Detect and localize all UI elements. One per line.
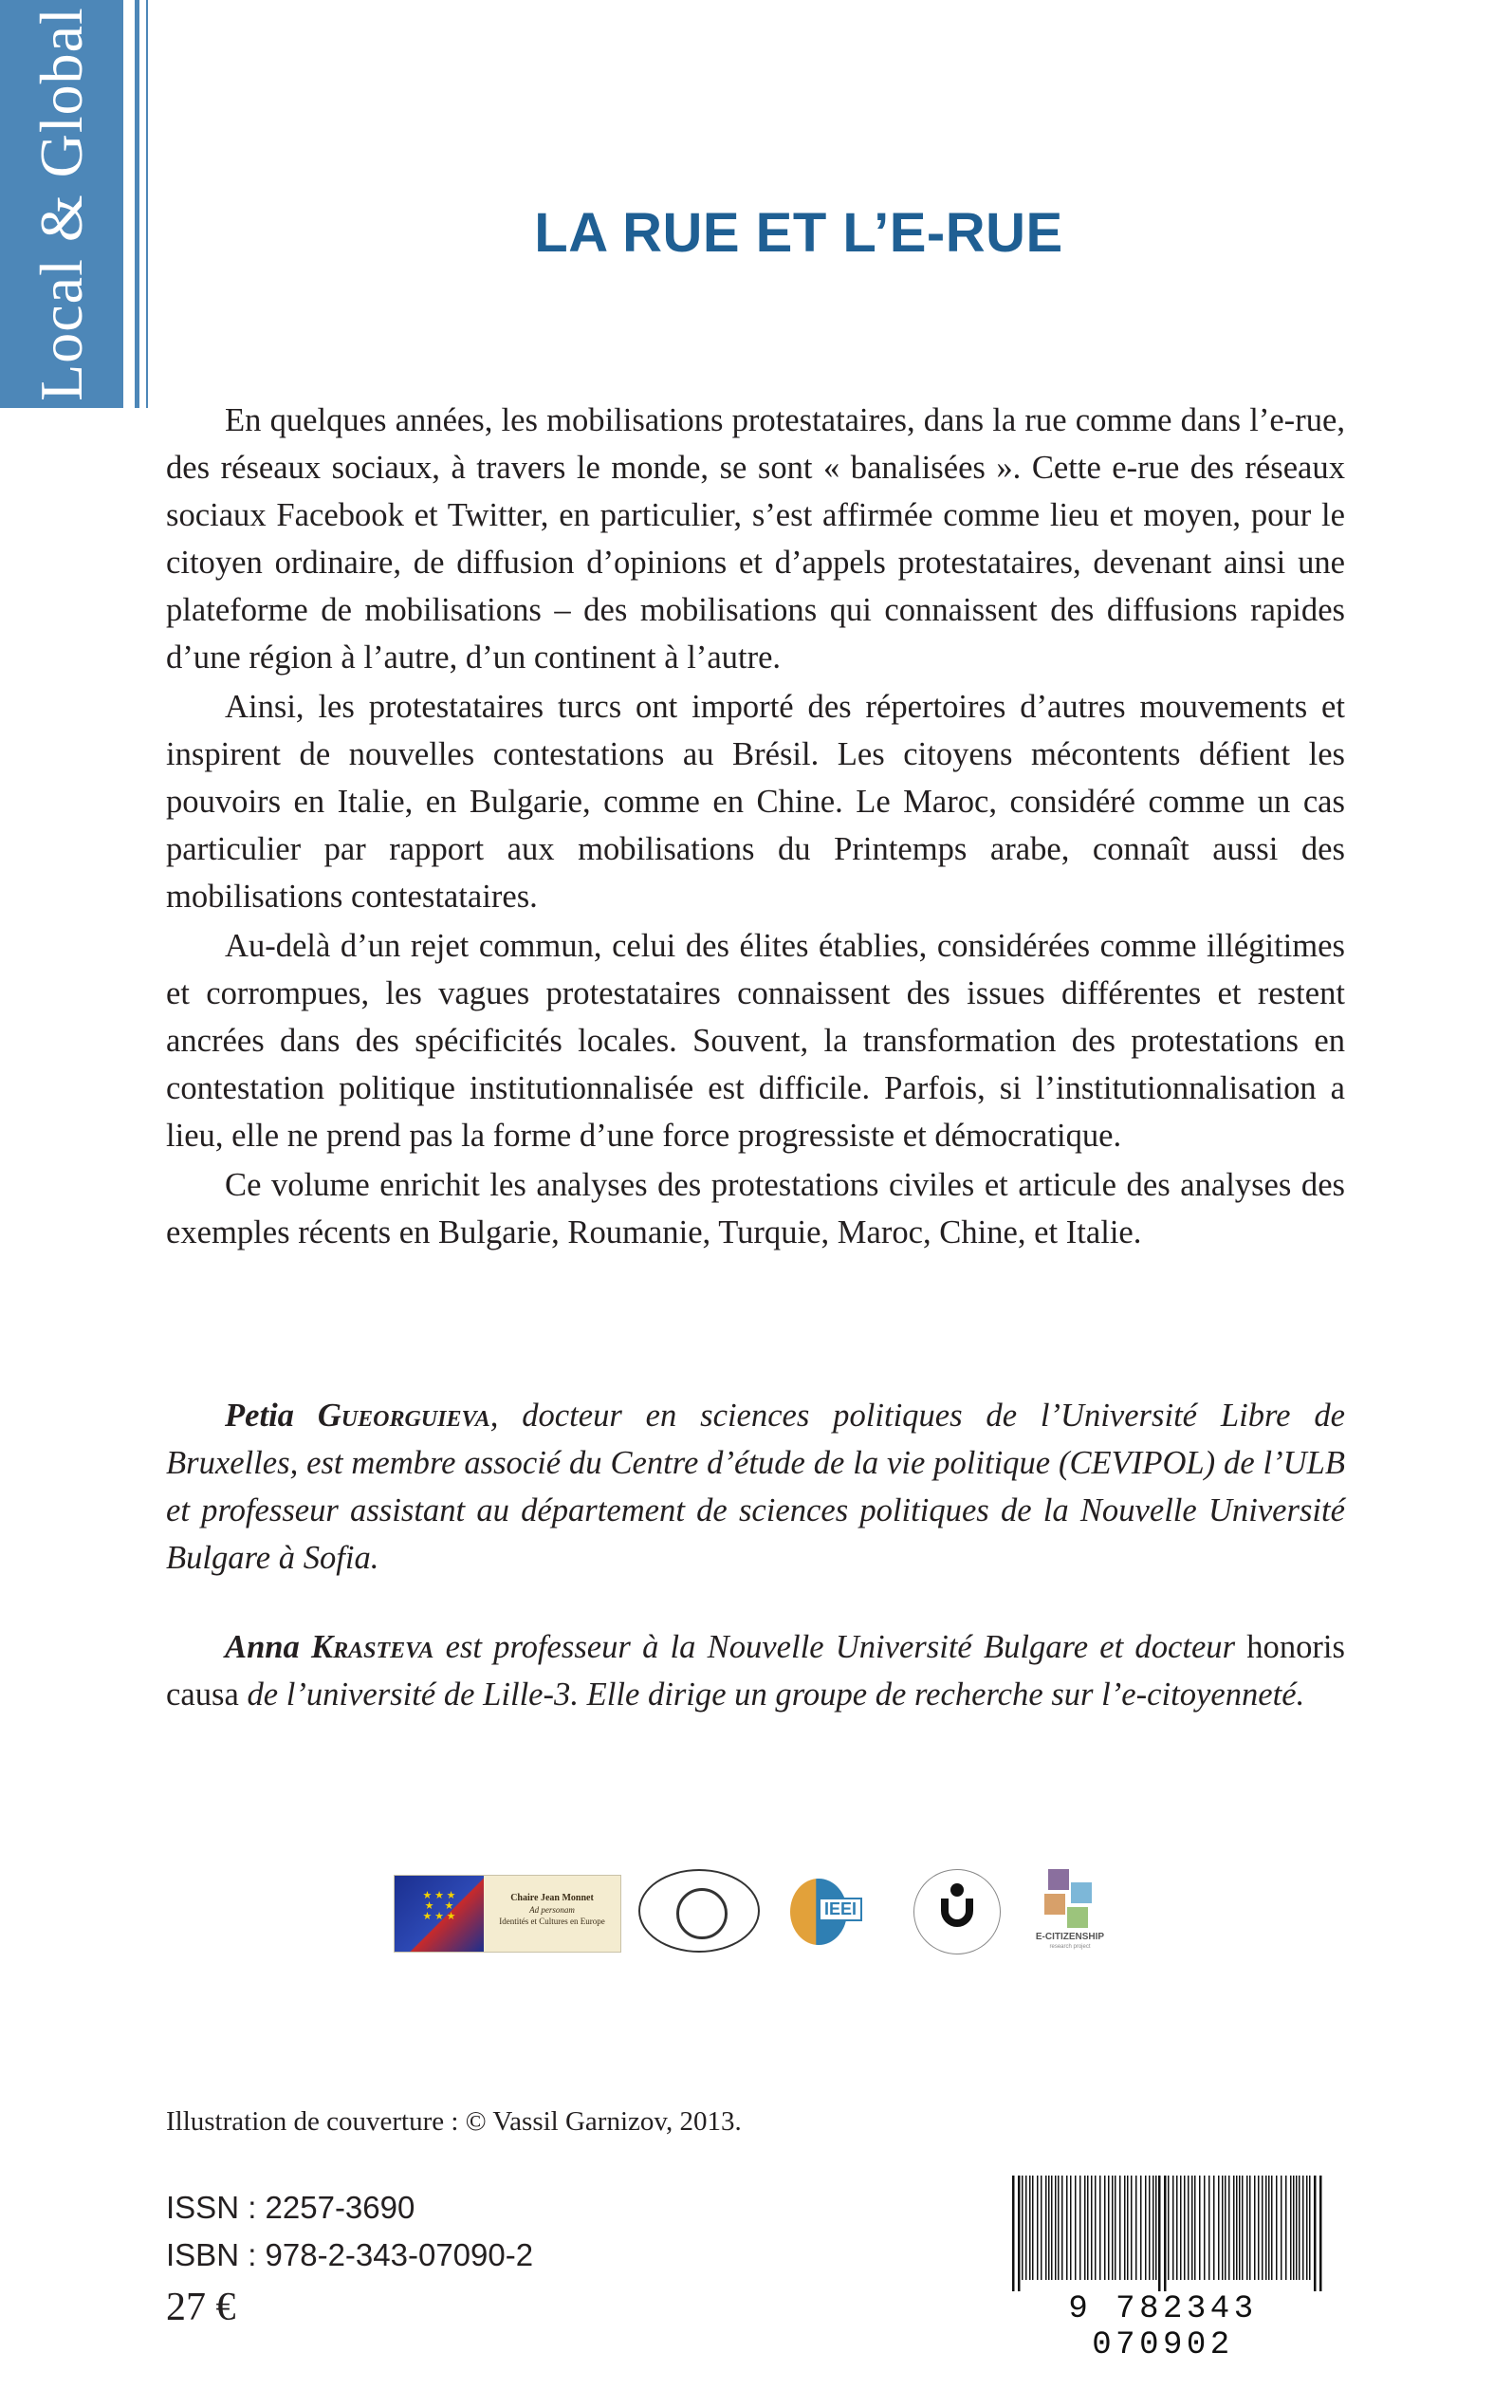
barcode-bar [1236, 2176, 1238, 2280]
barcode-bar [1115, 2176, 1116, 2280]
barcode-bar [1302, 2176, 1304, 2280]
barcode-bar [1029, 2176, 1031, 2280]
seal-logo [638, 1869, 760, 1953]
barcode-bar [1164, 2176, 1167, 2291]
barcode-bar [1079, 2176, 1081, 2280]
barcode-bar [1149, 2176, 1151, 2280]
blurb-paragraph: Au-delà d’un rejet commun, celui des élites établies, considérées comme illégitimes et corrompues, les vagues protestataires connaissent des issues différentes et restent ancrées dans des spécificités locales. Souvent, la transformation des protestations en contestation politique institutionnalisée est difficile. Parfois, si l’institutionnalisation a lieu, elle ne prend pas la forme d’une force progressiste et démocratique. [166, 928, 1345, 1154]
barcode-bar [1091, 2176, 1093, 2280]
barcode-bar [1293, 2176, 1295, 2280]
barcode-bar [1099, 2176, 1101, 2280]
barcode-bar [1265, 2176, 1267, 2280]
author-bios [166, 1392, 1345, 1760]
barcode-bar [1037, 2176, 1039, 2280]
barcode-bar [1045, 2176, 1047, 2280]
barcode-bar [1051, 2176, 1053, 2280]
isbn: ISBN : 978-2-343-07090-2 [166, 2237, 534, 2272]
barcode-bar [1290, 2176, 1292, 2280]
barcode-bar [1233, 2176, 1235, 2280]
barcode-bar [1285, 2176, 1287, 2280]
e-citizenship-sub: research project [1049, 1944, 1091, 1950]
new-bulgarian-university-logo [913, 1869, 1001, 1954]
author-bio-upright: honoris causa [166, 1629, 1345, 1713]
barcode-bar [1084, 2176, 1086, 2280]
barcode-bar [1124, 2176, 1126, 2280]
barcode-bar [1184, 2176, 1186, 2280]
barcode-bar [1075, 2176, 1077, 2280]
barcode-bar [1213, 2176, 1215, 2280]
eu-flag-icon: ★ ★ ★ ★ ★ ★ ★ ★ [395, 1876, 484, 1952]
barcode-bar [1104, 2176, 1106, 2280]
barcode-bar [1119, 2176, 1121, 2280]
barcode-bar [1087, 2176, 1089, 2280]
barcode-bar [1204, 2176, 1206, 2280]
barcode-bar [1262, 2176, 1263, 2280]
barcode-bar [1108, 2176, 1110, 2280]
barcode-bar [1058, 2176, 1060, 2280]
barcode-bar [1018, 2176, 1021, 2291]
barcode-bar [1155, 2176, 1157, 2280]
ieei-logo [790, 1871, 864, 1953]
blurb-paragraph: Ce volume enrichit les analyses des protestations civiles et articule des analyses des exemples récents en Bulgarie, Roumanie, Turquie, Maroc, Chine, et Italie. [166, 1167, 1345, 1250]
barcode-bar [1306, 2176, 1308, 2280]
barcode-bar [1208, 2176, 1210, 2280]
author-first-name: Anna [225, 1629, 300, 1665]
barcode-bar [1012, 2176, 1015, 2291]
book-title: LA RUE ET L’E-RUE [534, 202, 1063, 264]
barcode-bar [1095, 2176, 1097, 2280]
barcode-bar [1041, 2176, 1042, 2280]
series-label: Local & Global [28, 7, 95, 401]
barcode-bar [1158, 2176, 1161, 2291]
barcode-bar [1066, 2176, 1068, 2280]
barcode-bar [1246, 2176, 1248, 2280]
cover-credit: Illustration de couverture : © Vassil Garnizov, 2013. [166, 2106, 742, 2137]
barcode-bar [1032, 2176, 1034, 2280]
barcode-bar [1055, 2176, 1057, 2280]
barcode [993, 2176, 1333, 2363]
author-last-name: Gueorguieva [317, 1398, 490, 1434]
jean-monnet-title: Chaire Jean Monnet [510, 1893, 594, 1903]
jean-monnet-subtitle: Ad personam [529, 1905, 575, 1915]
author-bio-text: , docteur en sciences politiques de l’Université Libre de Bruxelles, est membre associé du Centre d’étude de la vie politique (CEVIPOL) de l’ULB et professeur assistant au département de sciences politiques de la Nouvelle Université Bulgare à Sofia. [166, 1398, 1345, 1576]
barcode-bar [1239, 2176, 1241, 2280]
barcode-bar [1222, 2176, 1224, 2280]
barcode-bar [1299, 2176, 1300, 2280]
jean-monnet-caption: Identités et Cultures en Europe [499, 1917, 605, 1926]
price: 27 € [166, 2286, 236, 2329]
author-bio-text: de l’université de Lille-3. Elle dirige un groupe de recherche sur l’e-citoyenneté. [238, 1676, 1305, 1713]
barcode-bar [1218, 2176, 1220, 2280]
jean-monnet-logo [394, 1875, 621, 1953]
barcode-bar [1271, 2176, 1273, 2280]
barcode-bar [1061, 2176, 1063, 2280]
barcode-bar [1188, 2176, 1189, 2280]
e-citizenship-label: E-CITIZENSHIP [1035, 1932, 1105, 1942]
barcode-bar [1022, 2176, 1023, 2280]
e-citizenship-logo [1027, 1869, 1113, 1954]
author-last-name: Krasteva [311, 1629, 434, 1665]
barcode-bar [1309, 2176, 1311, 2280]
barcode-bar [1249, 2176, 1251, 2280]
blurb-paragraph: En quelques années, les mobilisations protestataires, dans la rue comme dans l’e-rue, des réseaux sociaux, à travers le monde, se sont « banalisées ». Cette e-rue des réseaux sociaux Facebook et Twitter, en particulier, s’est affirmée comme lieu et moyen, pour le citoyen ordinaire, de diffusion d’opinions et d’appels protestataires, devenant ainsi une plateforme de mobilisations – des mobilisations qui connaissent des diffusions rapides d’une région à l’autre, d’un continent à l’autre. [166, 402, 1345, 676]
author-bio [166, 1392, 1345, 1582]
barcode-bar [1172, 2176, 1174, 2280]
barcode-bar [1268, 2176, 1270, 2280]
partner-logos [394, 1869, 1115, 1954]
barcode-bar [1131, 2176, 1133, 2280]
blurb [166, 397, 1345, 1258]
barcode-bar [1276, 2176, 1278, 2280]
author-bio-text: est professeur à la Nouvelle Université Bulgare et docteur [433, 1629, 1247, 1665]
barcode-bar [1194, 2176, 1196, 2280]
barcode-bar [1254, 2176, 1256, 2280]
barcode-bar [1127, 2176, 1129, 2280]
barcode-bar [1140, 2176, 1142, 2280]
author-bio [166, 1623, 1345, 1718]
barcode-bar [1228, 2176, 1230, 2280]
barcode-bar [1025, 2176, 1027, 2280]
barcode-bar [1199, 2176, 1201, 2280]
barcode-bar [1145, 2176, 1147, 2280]
barcode-bar [1152, 2176, 1154, 2280]
barcode-bar [1225, 2176, 1226, 2280]
barcode-bar [1281, 2176, 1282, 2280]
barcode-bar [1180, 2176, 1182, 2280]
author-first-name: Petia [225, 1398, 294, 1434]
blurb-paragraph: Ainsi, les protestataires turcs ont importé des répertoires d’autres mouvements et inspirent de nouvelles contestations au Brésil. Les citoyens mécontents défient les pouvoirs en Italie, en Bulgarie, comme en Chine. Le Maroc, considéré comme un cas particulier par rapport aux mobilisations du Printemps arabe, connaît aussi des mobilisations contestataires. [166, 689, 1345, 915]
barcode-bar [1135, 2176, 1137, 2280]
issn: ISSN : 2257-3690 [166, 2190, 415, 2225]
barcode-bar [1191, 2176, 1193, 2280]
owl-emblem-icon [676, 1888, 728, 1939]
barcode-bar [1176, 2176, 1178, 2280]
barcode-bar [1168, 2176, 1170, 2280]
barcode-bar [1319, 2176, 1322, 2291]
ieei-label: IEEI [819, 1898, 862, 1921]
barcode-bar [1112, 2176, 1114, 2280]
barcode-bar [1070, 2176, 1072, 2280]
barcode-bar [1258, 2176, 1260, 2280]
barcode-bar [1314, 2176, 1317, 2291]
barcode-bar [1242, 2176, 1244, 2280]
barcode-digits: 9 782343 070902 [1068, 2291, 1258, 2363]
barcode-bar [1048, 2176, 1050, 2280]
barcode-bars [993, 2176, 1333, 2291]
barcode-bar [1296, 2176, 1298, 2280]
